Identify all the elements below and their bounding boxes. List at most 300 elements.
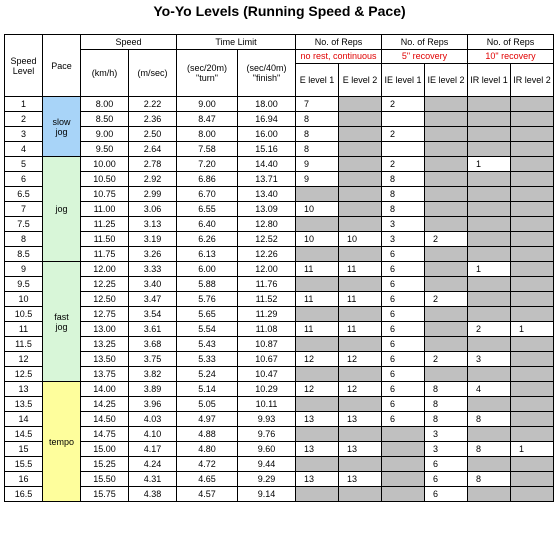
unused-cell xyxy=(511,202,554,217)
ie2-reps-cell: 6 xyxy=(425,472,468,487)
finish-cell: 10.67 xyxy=(238,352,296,367)
speed-level-cell: 6.5 xyxy=(5,187,43,202)
ms-cell: 4.10 xyxy=(129,427,177,442)
ie1-reps-cell: 6 xyxy=(382,322,425,337)
kmh-cell: 12.25 xyxy=(81,277,129,292)
unused-cell xyxy=(425,112,468,127)
kmh-cell: 8.50 xyxy=(81,112,129,127)
unused-cell xyxy=(511,187,554,202)
unused-cell xyxy=(468,202,511,217)
speed-level-cell: 12 xyxy=(5,352,43,367)
unused-cell xyxy=(511,307,554,322)
turn-cell: 5.76 xyxy=(177,292,238,307)
kmh-cell: 11.00 xyxy=(81,202,129,217)
e1-reps-cell: 7 xyxy=(296,97,339,112)
header-finish: (sec/40m) "finish" xyxy=(238,50,296,97)
e1-reps-cell: 10 xyxy=(296,202,339,217)
ie1-reps-cell xyxy=(382,142,425,157)
unused-cell xyxy=(425,322,468,337)
finish-cell: 9.93 xyxy=(238,412,296,427)
unused-cell xyxy=(468,487,511,502)
ie1-reps-cell: 3 xyxy=(382,232,425,247)
table-row xyxy=(5,337,554,352)
ir1-reps-cell: 8 xyxy=(468,412,511,427)
ms-cell: 4.03 xyxy=(129,412,177,427)
unused-cell xyxy=(511,292,554,307)
turn-cell: 7.58 xyxy=(177,142,238,157)
finish-cell: 10.29 xyxy=(238,382,296,397)
ms-cell: 2.36 xyxy=(129,112,177,127)
table-row xyxy=(5,397,554,412)
unused-cell xyxy=(511,337,554,352)
ir2-reps-cell: 1 xyxy=(511,322,554,337)
ie2-reps-cell: 3 xyxy=(425,427,468,442)
unused-cell xyxy=(296,307,339,322)
ir1-reps-cell: 2 xyxy=(468,322,511,337)
ms-cell: 3.75 xyxy=(129,352,177,367)
speed-level-cell: 2 xyxy=(5,112,43,127)
ie1-reps-cell: 6 xyxy=(382,397,425,412)
unused-cell xyxy=(339,112,382,127)
ie1-reps-cell: 6 xyxy=(382,382,425,397)
note-ie: 5" recovery xyxy=(382,50,467,64)
ie2-reps-cell: 3 xyxy=(425,442,468,457)
unused-cell xyxy=(511,262,554,277)
unused-cell xyxy=(339,142,382,157)
unused-cell xyxy=(296,367,339,382)
turn-cell: 5.24 xyxy=(177,367,238,382)
e2-reps-cell: 11 xyxy=(339,292,382,307)
speed-level-cell: 7.5 xyxy=(5,217,43,232)
unused-cell xyxy=(468,127,511,142)
table-row xyxy=(5,232,554,247)
ie2-reps-cell: 6 xyxy=(425,487,468,502)
unused-cell xyxy=(425,307,468,322)
speed-level-cell: 5 xyxy=(5,157,43,172)
finish-cell: 13.71 xyxy=(238,172,296,187)
ie1-reps-cell: 6 xyxy=(382,262,425,277)
table-row xyxy=(5,187,554,202)
speed-level-cell: 15.5 xyxy=(5,457,43,472)
e2-reps-cell: 13 xyxy=(339,442,382,457)
turn-cell: 4.57 xyxy=(177,487,238,502)
e2-reps-cell: 12 xyxy=(339,382,382,397)
turn-cell: 6.70 xyxy=(177,187,238,202)
unused-cell xyxy=(425,97,468,112)
unused-cell xyxy=(425,127,468,142)
unused-cell xyxy=(296,187,339,202)
e2-reps-cell: 10 xyxy=(339,232,382,247)
finish-cell: 9.14 xyxy=(238,487,296,502)
speed-level-cell: 11 xyxy=(5,322,43,337)
unused-cell xyxy=(425,337,468,352)
kmh-cell: 10.75 xyxy=(81,187,129,202)
unused-cell xyxy=(468,307,511,322)
finish-cell: 16.00 xyxy=(238,127,296,142)
turn-cell: 6.40 xyxy=(177,217,238,232)
kmh-cell: 14.50 xyxy=(81,412,129,427)
turn-cell: 5.88 xyxy=(177,277,238,292)
header-speed: Speed xyxy=(81,35,177,50)
finish-cell: 18.00 xyxy=(238,97,296,112)
finish-cell: 11.29 xyxy=(238,307,296,322)
unused-cell xyxy=(339,172,382,187)
finish-cell: 13.40 xyxy=(238,187,296,202)
speed-level-cell: 11.5 xyxy=(5,337,43,352)
turn-cell: 7.20 xyxy=(177,157,238,172)
unused-cell xyxy=(339,217,382,232)
e2-reps-cell: 12 xyxy=(339,352,382,367)
unused-cell xyxy=(511,487,554,502)
unused-cell xyxy=(425,247,468,262)
unused-cell xyxy=(425,187,468,202)
table-row xyxy=(5,322,554,337)
table-row xyxy=(5,292,554,307)
finish-cell: 13.09 xyxy=(238,202,296,217)
ms-cell: 3.26 xyxy=(129,247,177,262)
e1-reps-cell: 8 xyxy=(296,112,339,127)
ms-cell: 2.99 xyxy=(129,187,177,202)
finish-cell: 16.94 xyxy=(238,112,296,127)
ie1-reps-cell: 8 xyxy=(382,172,425,187)
pace-group-cell: fast jog xyxy=(43,262,81,382)
kmh-cell: 15.50 xyxy=(81,472,129,487)
table-row xyxy=(5,472,554,487)
header-reps-ir xyxy=(468,35,554,50)
ms-cell: 2.64 xyxy=(129,142,177,157)
unused-cell xyxy=(511,277,554,292)
unused-cell xyxy=(296,457,339,472)
header-e1: E level 1 xyxy=(296,64,339,96)
ms-cell: 3.68 xyxy=(129,337,177,352)
ms-cell: 3.89 xyxy=(129,382,177,397)
finish-cell: 9.44 xyxy=(238,457,296,472)
table-row xyxy=(5,487,554,502)
turn-cell: 5.14 xyxy=(177,382,238,397)
ie2-reps-cell: 2 xyxy=(425,292,468,307)
unused-cell xyxy=(511,472,554,487)
unused-cell xyxy=(382,442,425,457)
speed-level-cell: 3 xyxy=(5,127,43,142)
table-row xyxy=(5,352,554,367)
header-ir-group xyxy=(468,50,554,97)
unused-cell xyxy=(296,277,339,292)
turn-cell: 6.26 xyxy=(177,232,238,247)
finish-cell: 9.60 xyxy=(238,442,296,457)
unused-cell xyxy=(382,457,425,472)
unused-cell xyxy=(339,157,382,172)
finish-cell: 11.76 xyxy=(238,277,296,292)
turn-cell: 5.33 xyxy=(177,352,238,367)
kmh-cell: 11.25 xyxy=(81,217,129,232)
e1-reps-cell: 11 xyxy=(296,322,339,337)
header-ir2: IR level 2 xyxy=(513,75,551,85)
speed-level-cell: 12.5 xyxy=(5,367,43,382)
turn-cell: 5.43 xyxy=(177,337,238,352)
reps-ir-label: No. of Reps xyxy=(486,37,535,47)
unused-cell xyxy=(296,397,339,412)
speed-level-cell: 6 xyxy=(5,172,43,187)
unused-cell xyxy=(511,142,554,157)
ie2-reps-cell: 8 xyxy=(425,412,468,427)
kmh-cell: 11.75 xyxy=(81,247,129,262)
ms-cell: 4.31 xyxy=(129,472,177,487)
finish-cell: 9.76 xyxy=(238,427,296,442)
table-row xyxy=(5,427,554,442)
unused-cell xyxy=(511,157,554,172)
speed-level-cell: 9 xyxy=(5,262,43,277)
kmh-cell: 12.50 xyxy=(81,292,129,307)
unused-cell xyxy=(425,277,468,292)
turn-cell: 6.86 xyxy=(177,172,238,187)
unused-cell xyxy=(468,277,511,292)
ms-cell: 3.19 xyxy=(129,232,177,247)
unused-cell xyxy=(468,232,511,247)
unused-cell xyxy=(468,217,511,232)
ie1-reps-cell: 6 xyxy=(382,337,425,352)
unused-cell xyxy=(511,397,554,412)
table-row xyxy=(5,217,554,232)
finish-cell: 15.16 xyxy=(238,142,296,157)
table-row xyxy=(5,157,554,172)
table-row xyxy=(5,202,554,217)
speed-level-cell: 10.5 xyxy=(5,307,43,322)
ms-cell: 2.92 xyxy=(129,172,177,187)
turn-cell: 4.72 xyxy=(177,457,238,472)
table-row xyxy=(5,142,554,157)
ms-cell: 2.22 xyxy=(129,97,177,112)
speed-level-cell: 15 xyxy=(5,442,43,457)
unused-cell xyxy=(468,367,511,382)
e2-reps-cell: 13 xyxy=(339,412,382,427)
ms-cell: 2.50 xyxy=(129,127,177,142)
header-kmh: (km/h) xyxy=(81,50,129,97)
unused-cell xyxy=(468,97,511,112)
ir1-reps-cell: 8 xyxy=(468,472,511,487)
turn-cell: 8.00 xyxy=(177,127,238,142)
speed-level-cell: 13.5 xyxy=(5,397,43,412)
unused-cell xyxy=(511,412,554,427)
kmh-cell: 8.00 xyxy=(81,97,129,112)
header-msec: (m/sec) xyxy=(129,50,177,97)
unused-cell xyxy=(339,457,382,472)
finish-cell: 10.11 xyxy=(238,397,296,412)
table-row xyxy=(5,277,554,292)
header-e-group xyxy=(296,50,382,97)
e2-reps-cell: 13 xyxy=(339,472,382,487)
reps-e-label: No. of Reps xyxy=(314,37,363,47)
turn-cell: 6.00 xyxy=(177,262,238,277)
speed-level-cell: 8 xyxy=(5,232,43,247)
header-ie1: IE level 1 xyxy=(382,64,425,96)
turn-cell: 4.97 xyxy=(177,412,238,427)
e2-reps-cell: 11 xyxy=(339,322,382,337)
unused-cell xyxy=(511,382,554,397)
table-row xyxy=(5,97,554,112)
finish-cell: 10.47 xyxy=(238,367,296,382)
ie1-reps-cell: 3 xyxy=(382,217,425,232)
ie1-reps-cell: 6 xyxy=(382,247,425,262)
kmh-cell: 11.50 xyxy=(81,232,129,247)
table-row xyxy=(5,247,554,262)
ms-cell: 3.33 xyxy=(129,262,177,277)
ie1-reps-cell: 6 xyxy=(382,367,425,382)
ir1-reps-cell: 1 xyxy=(468,157,511,172)
turn-cell: 5.54 xyxy=(177,322,238,337)
ie1-reps-cell: 8 xyxy=(382,202,425,217)
ms-cell: 4.17 xyxy=(129,442,177,457)
unused-cell xyxy=(339,337,382,352)
table-row xyxy=(5,127,554,142)
speed-level-cell: 8.5 xyxy=(5,247,43,262)
finish-cell: 9.29 xyxy=(238,472,296,487)
header-e2: E level 2 xyxy=(342,75,378,85)
pace-group-cell: slow jog xyxy=(43,97,81,157)
ie2-reps-cell: 2 xyxy=(425,232,468,247)
unused-cell xyxy=(511,367,554,382)
ie1-reps-cell: 6 xyxy=(382,292,425,307)
finish-cell: 11.52 xyxy=(238,292,296,307)
unused-cell xyxy=(468,397,511,412)
unused-cell xyxy=(425,262,468,277)
kmh-cell: 14.25 xyxy=(81,397,129,412)
kmh-cell: 12.75 xyxy=(81,307,129,322)
ie1-reps-cell: 8 xyxy=(382,187,425,202)
unused-cell xyxy=(339,127,382,142)
turn-cell: 4.88 xyxy=(177,427,238,442)
e1-reps-cell: 12 xyxy=(296,382,339,397)
unused-cell xyxy=(468,142,511,157)
table-row xyxy=(5,382,554,397)
unused-cell xyxy=(468,172,511,187)
table-row xyxy=(5,307,554,322)
e1-reps-cell: 12 xyxy=(296,352,339,367)
turn-cell: 5.05 xyxy=(177,397,238,412)
pace-group-cell: tempo xyxy=(43,382,81,502)
unused-cell xyxy=(425,367,468,382)
speed-level-cell: 14 xyxy=(5,412,43,427)
kmh-cell: 13.75 xyxy=(81,367,129,382)
table-row xyxy=(5,457,554,472)
unused-cell xyxy=(339,397,382,412)
e1-reps-cell: 8 xyxy=(296,127,339,142)
unused-cell xyxy=(511,97,554,112)
kmh-cell: 15.25 xyxy=(81,457,129,472)
e1-reps-cell: 9 xyxy=(296,157,339,172)
unused-cell xyxy=(339,202,382,217)
ms-cell: 3.96 xyxy=(129,397,177,412)
ms-cell: 3.06 xyxy=(129,202,177,217)
speed-level-cell: 4 xyxy=(5,142,43,157)
ir1-reps-cell: 3 xyxy=(468,352,511,367)
turn-cell: 5.65 xyxy=(177,307,238,322)
note-e: no rest, continuous xyxy=(296,50,381,64)
header-reps-ie xyxy=(382,35,468,50)
table-row xyxy=(5,367,554,382)
ie1-reps-cell: 6 xyxy=(382,277,425,292)
e1-reps-cell: 11 xyxy=(296,292,339,307)
ie1-reps-cell: 6 xyxy=(382,412,425,427)
turn-cell: 4.65 xyxy=(177,472,238,487)
unused-cell xyxy=(468,337,511,352)
unused-cell xyxy=(511,112,554,127)
ie2-reps-cell: 2 xyxy=(425,352,468,367)
ie1-reps-cell: 2 xyxy=(382,127,425,142)
header-speed-level: Speed Level xyxy=(5,35,43,97)
kmh-cell: 14.75 xyxy=(81,427,129,442)
unused-cell xyxy=(511,457,554,472)
kmh-cell: 10.00 xyxy=(81,157,129,172)
unused-cell xyxy=(382,487,425,502)
e1-reps-cell: 13 xyxy=(296,472,339,487)
finish-cell: 12.80 xyxy=(238,217,296,232)
header-ir1: IR level 1 xyxy=(468,64,511,96)
e2-reps-cell: 11 xyxy=(339,262,382,277)
ms-cell: 2.78 xyxy=(129,157,177,172)
turn-cell: 9.00 xyxy=(177,97,238,112)
header-pace: Pace xyxy=(43,35,81,97)
unused-cell xyxy=(339,487,382,502)
kmh-cell: 13.25 xyxy=(81,337,129,352)
table-row xyxy=(5,412,554,427)
speed-level-cell: 16.5 xyxy=(5,487,43,502)
kmh-cell: 14.00 xyxy=(81,382,129,397)
table-row xyxy=(5,112,554,127)
kmh-cell: 13.50 xyxy=(81,352,129,367)
ms-cell: 3.61 xyxy=(129,322,177,337)
unused-cell xyxy=(511,232,554,247)
ms-cell: 3.54 xyxy=(129,307,177,322)
unused-cell xyxy=(468,292,511,307)
kmh-cell: 9.50 xyxy=(81,142,129,157)
e1-reps-cell: 13 xyxy=(296,412,339,427)
finish-cell: 12.52 xyxy=(238,232,296,247)
finish-cell: 14.40 xyxy=(238,157,296,172)
pace-group-cell: jog xyxy=(43,157,81,262)
unused-cell xyxy=(468,427,511,442)
turn-cell: 6.55 xyxy=(177,202,238,217)
speed-level-cell: 16 xyxy=(5,472,43,487)
unused-cell xyxy=(468,457,511,472)
turn-cell: 8.47 xyxy=(177,112,238,127)
unused-cell xyxy=(382,427,425,442)
speed-level-cell: 13 xyxy=(5,382,43,397)
kmh-cell: 10.50 xyxy=(81,172,129,187)
page-title: Yo-Yo Levels (Running Speed & Pace) xyxy=(153,3,406,19)
unused-cell xyxy=(511,352,554,367)
ie2-reps-cell: 6 xyxy=(425,457,468,472)
e1-reps-cell: 9 xyxy=(296,172,339,187)
unused-cell xyxy=(339,367,382,382)
table-row xyxy=(5,262,554,277)
unused-cell xyxy=(468,187,511,202)
unused-cell xyxy=(339,427,382,442)
speed-level-cell: 9.5 xyxy=(5,277,43,292)
finish-cell: 11.08 xyxy=(238,322,296,337)
unused-cell xyxy=(511,217,554,232)
table-body xyxy=(5,97,554,502)
e1-reps-cell: 8 xyxy=(296,142,339,157)
ms-cell: 3.40 xyxy=(129,277,177,292)
unused-cell xyxy=(382,472,425,487)
ms-cell: 3.82 xyxy=(129,367,177,382)
ms-cell: 4.24 xyxy=(129,457,177,472)
unused-cell xyxy=(339,247,382,262)
unused-cell xyxy=(339,187,382,202)
unused-cell xyxy=(339,277,382,292)
ie1-reps-cell: 2 xyxy=(382,157,425,172)
finish-cell: 12.26 xyxy=(238,247,296,262)
